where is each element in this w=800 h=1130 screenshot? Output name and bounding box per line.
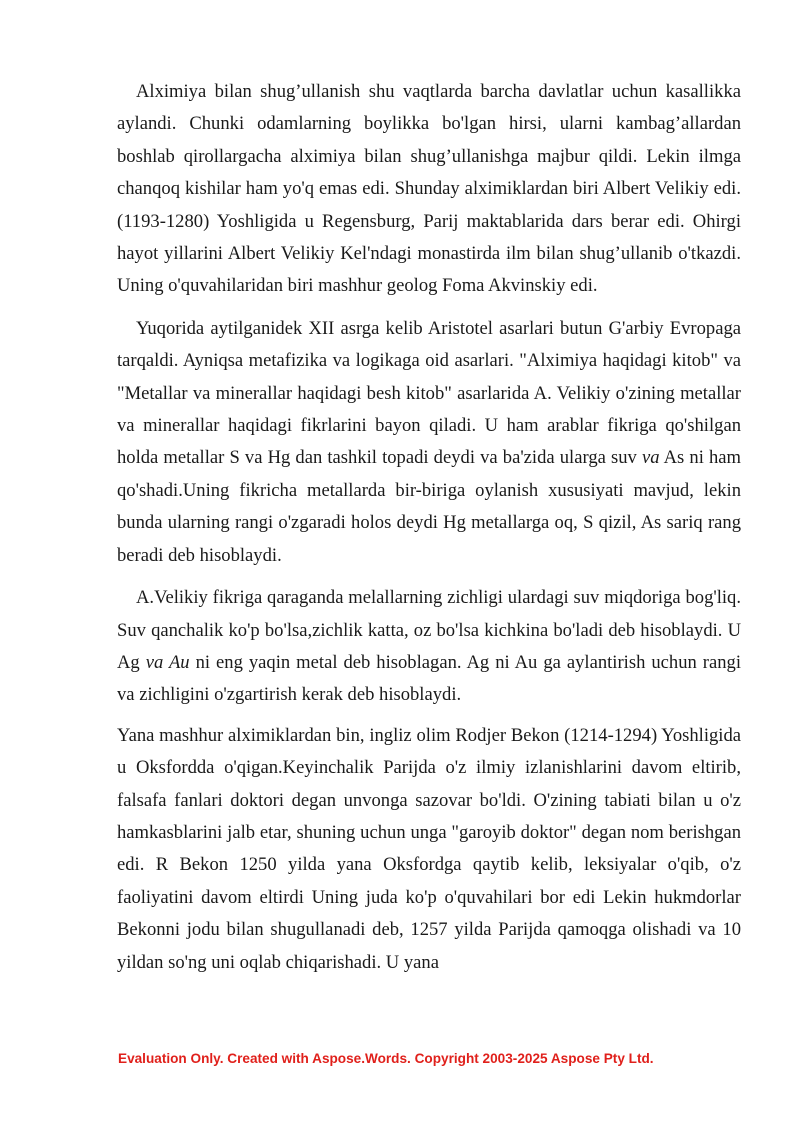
paragraph-roger-bacon (117, 720, 741, 979)
evaluation-watermark: Evaluation Only. Created with Aspose.Words. Copyright 2003-2025 Aspose Pty Ltd. (118, 1051, 654, 1066)
paragraph-aristotle-works (117, 313, 741, 572)
paragraph-text: As ni ham qo'shadi.Uning fikricha metallarda bir-biriga oylanish xususiyati mavjud, lekin bunda ularning rangi o'zgaradi holos deydi Hg metallarga oq, S qizil, As sariq rang beradi deb hisoblaydi. (117, 447, 742, 566)
document-body (117, 76, 741, 979)
paragraph-text: ni eng yaqin metal deb hisoblagan. Ag ni Au ga aylantirish uchun rangi va zichligini o'zgartirish kerak deb hisoblaydi. (117, 651, 741, 706)
paragraph-text: Alximiya bilan shug’ullanish shu vaqtlarda barcha davlatlar uchun kasallikka aylandi. Chunki odamlarning boylikka bo'lgan hirsi, ularni kambag’allardan boshlab qirollargacha alximiya bilan shug’ullanishga majbur qildi. Lekin ilmga chanqoq kishilar ham yo'q emas edi. Shunday alximiklardan biri Albert Velikiy edi. (1193-1280) Yoshligida u Regensburg, Parij maktablarida dars berar edi. Ohirgi hayot yillarini Albert Velikiy Kel'ndagi monastirda ilm bilan shug’ullanib o'tkazdi. Uning o'quvahilaridan biri mashhur geolog Foma Akvinskiy edi. (117, 81, 741, 297)
paragraph-text: Yana mashhur alximiklardan bin, ingliz olim Rodjer Bekon (1214-1294) Yoshligida u Oksfordda o'qigan.Keyinchalik Parijda o'z ilmiy izlanishlarini davom eltirib, falsafa fanlari doktori degan unvonga sazovar bo'ldi. O'zining tabiati bilan u o'z hamkasblarini jalb etar, shuning uchun unga "garoyib doktor" degan nom berishgan edi. R Bekon 1250 yilda yana Oksfordga qaytib kelib, leksiyalar o'qib, o'z faoliyatini davom eltirdi Uning juda ko'p o'quvahilari bor edi Lekin hukmdorlar Bekonni jodu bilan shugullanadi deb, 1257 yilda Parijda qamoqga olishadi va 10 yildan so'ng uni oqlab chiqarishadi. U yana (117, 724, 741, 973)
paragraph-metal-density (117, 582, 741, 712)
paragraph-text: A.Velikiy fikriga qaraganda melallarning zichligi ulardagi suv miqdoriga bog'liq. Suv qanchalik ko'p bo'lsa,zichlik katta, oz bo'lsa kichkina bo'ladi deb hisoblaydi. U Ag (117, 587, 741, 673)
italic-text: va (641, 447, 660, 469)
paragraph-text: Yuqorida aytilganidek XII asrga kelib Aristotel asarlari butun G'arbiy Evropaga tarqaldi. Ayniqsa metafizika va logikaga oid asarlari. "Alximiya haqidagi kitob" va "Metallar va minerallar haqidagi besh kitob" asarlarida A. Velikiy o'zining metallar va minerallar haqidagi fikrlarini bayon qiladi. U ham arablar fikriga qo'shilgan holda metallar S va Hg dan tashkil topadi deydi va ba'zida ularga suv (117, 317, 741, 469)
italic-text: va Au (145, 651, 190, 673)
paragraph-albert-velikiy-intro (117, 76, 741, 303)
